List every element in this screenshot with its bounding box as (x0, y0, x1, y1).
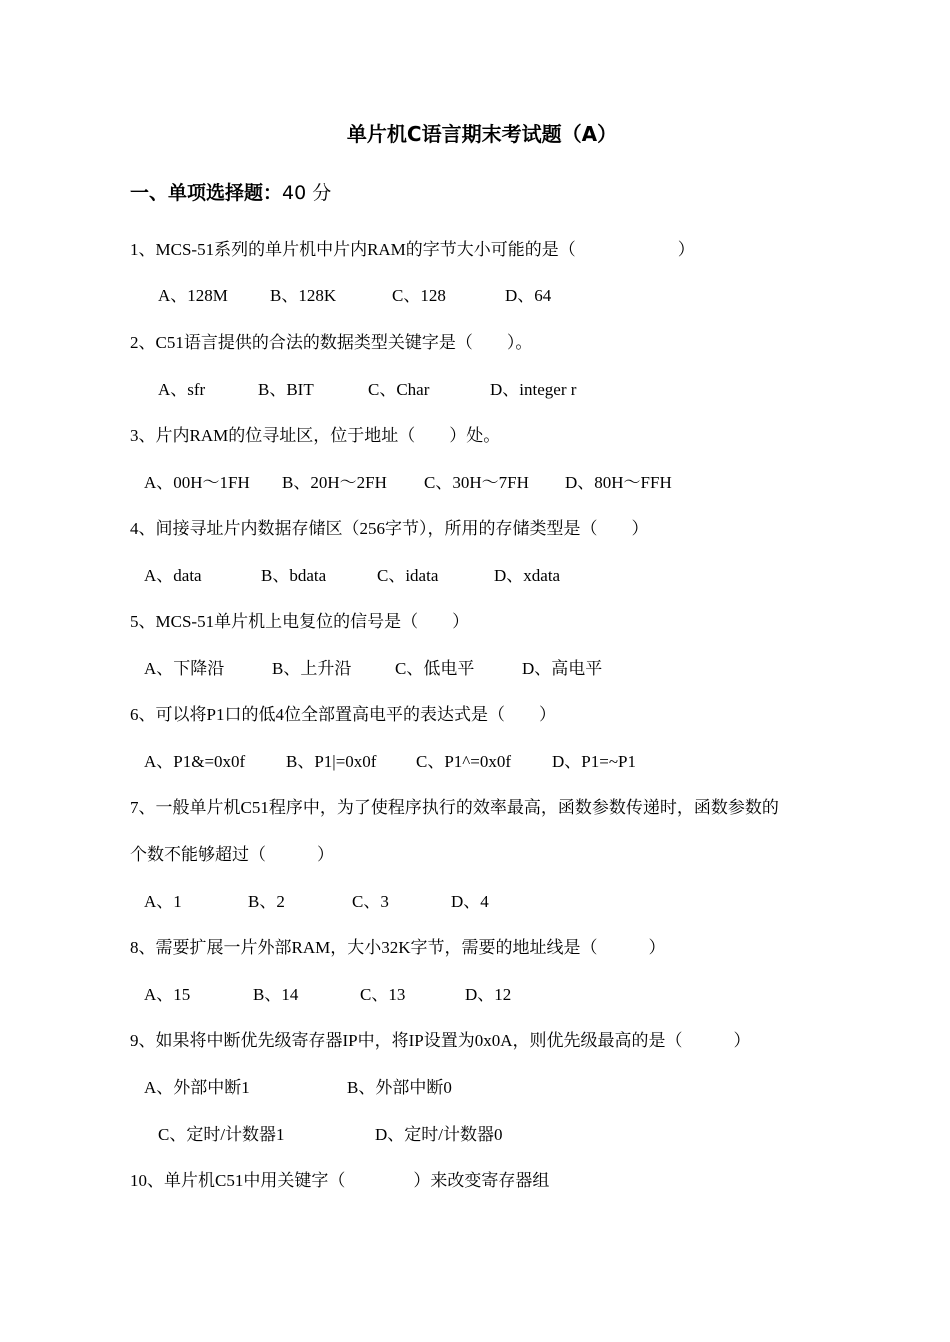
option-a: A、128M (158, 286, 228, 305)
option-c: C、P1^=0x0f (416, 752, 512, 771)
option-b: B、bdata (261, 566, 327, 585)
option-a: A、外部中断1 (144, 1078, 250, 1097)
question-2: 2、C51语言提供的合法的数据类型关键字是（ ）。 (130, 333, 533, 352)
section-score: 40 分 (282, 182, 332, 204)
option-b: B、外部中断0 (347, 1078, 452, 1097)
option-d: D、64 (505, 286, 552, 305)
option-b: B、128K (270, 286, 337, 305)
option-a: A、1 (144, 892, 182, 911)
question-9: 9、如果将中断优先级寄存器IP中，将IP设置为0x0A，则优先级最高的是（ ） (130, 1031, 751, 1050)
question-7: 7、一般单片机C51程序中，为了使程序执行的效率最高，函数参数传递时，函数参数的 (130, 798, 779, 817)
question-7-continued: 个数不能够超过（ ） (130, 845, 334, 864)
option-b: B、2 (248, 892, 285, 911)
exam-title: 单片机C语言期末考试题（A） (346, 122, 618, 146)
option-c: C、定时/计数器1 (158, 1125, 285, 1144)
option-b: B、20H～2FH (282, 473, 387, 492)
section-heading (130, 178, 331, 208)
question-8: 8、需要扩展一片外部RAM，大小32K字节，需要的地址线是（ ） (130, 938, 666, 957)
question-6: 6、可以将P1口的低4位全部置高电平的表达式是（ ） (130, 705, 556, 724)
question-3: 3、片内RAM的位寻址区，位于地址（ ）处。 (130, 426, 501, 445)
option-b: B、14 (253, 985, 299, 1004)
option-d: D、高电平 (522, 659, 603, 678)
option-b: B、上升沿 (272, 659, 352, 678)
question-5: 5、MCS-51单片机上电复位的信号是（ ） (130, 612, 470, 631)
option-a: A、sfr (158, 380, 206, 399)
option-d: D、定时/计数器0 (375, 1125, 503, 1144)
option-a: A、P1&=0x0f (144, 752, 246, 771)
option-c: C、低电平 (395, 659, 475, 678)
option-a: A、下降沿 (144, 659, 225, 678)
option-a: A、15 (144, 985, 191, 1004)
option-b: B、BIT (258, 380, 314, 399)
option-a: A、data (144, 566, 202, 585)
section-label: 一、单项选择题： (130, 182, 283, 204)
option-c: C、3 (352, 892, 389, 911)
option-d: D、integer r (490, 380, 577, 399)
option-c: C、idata (377, 566, 439, 585)
option-d: D、12 (465, 985, 512, 1004)
option-b: B、P1|=0x0f (286, 752, 377, 771)
option-d: D、P1=~P1 (552, 752, 636, 771)
option-c: C、30H～7FH (424, 473, 529, 492)
option-d: D、4 (451, 892, 489, 911)
option-d: D、xdata (494, 566, 561, 585)
option-c: C、13 (360, 985, 406, 1004)
question-1: 1、MCS-51系列的单片机中片内RAM的字节大小可能的是（ ） (130, 240, 695, 259)
option-c: C、128 (392, 286, 446, 305)
option-a: A、00H～1FH (144, 473, 250, 492)
question-4: 4、间接寻址片内数据存储区（256字节），所用的存储类型是（ ） (130, 519, 649, 538)
option-d: D、80H～FFH (565, 473, 672, 492)
question-10: 10、单片机C51中用关键字（ ）来改变寄存器组 (130, 1171, 550, 1190)
option-c: C、Char (368, 380, 430, 399)
